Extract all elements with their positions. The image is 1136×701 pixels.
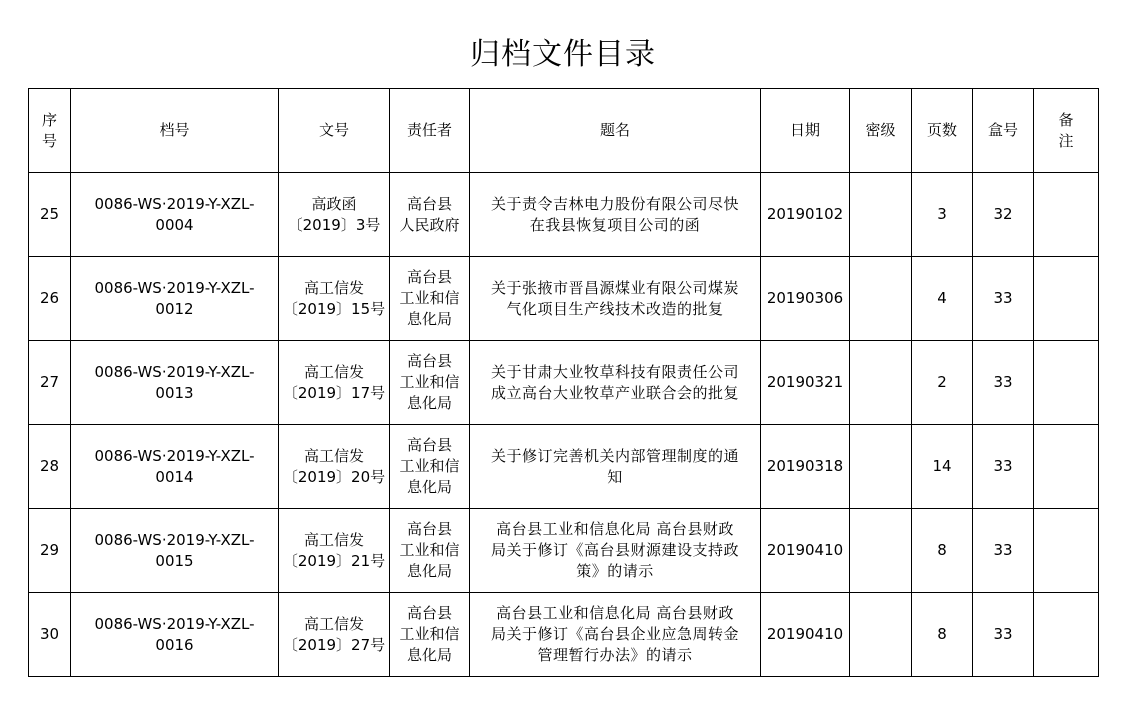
cell-date: 20190410 (761, 593, 850, 677)
cell-secrecy (850, 341, 912, 425)
cell-archive-no: 0086-WS·2019-Y-XZL- 0004 (71, 173, 279, 257)
header-responsible: 责任者 (390, 89, 470, 173)
archive-catalog-table (28, 88, 1099, 677)
cell-doc-no: 高工信发 〔2019〕27号 (279, 593, 390, 677)
cell-doc-title: 关于张掖市晋昌源煤业有限公司煤炭 气化项目生产线技术改造的批复 (470, 257, 761, 341)
cell-doc-title: 关于修订完善机关内部管理制度的通 知 (470, 425, 761, 509)
cell-date: 20190306 (761, 257, 850, 341)
cell-remarks (1034, 425, 1099, 509)
cell-box-no: 33 (973, 257, 1034, 341)
cell-pages: 3 (912, 173, 973, 257)
header-doc-no: 文号 (279, 89, 390, 173)
cell-box-no: 33 (973, 593, 1034, 677)
cell-seq: 29 (29, 509, 71, 593)
header-seq: 序 号 (29, 89, 71, 173)
cell-date: 20190321 (761, 341, 850, 425)
cell-remarks (1034, 341, 1099, 425)
cell-seq: 28 (29, 425, 71, 509)
cell-seq: 26 (29, 257, 71, 341)
cell-pages: 4 (912, 257, 973, 341)
cell-doc-title: 高台县工业和信息化局 高台县财政 局关于修订《高台县企业应急周转金 管理暂行办法》的请示 (470, 593, 761, 677)
table-header-row (29, 89, 1099, 173)
cell-secrecy (850, 425, 912, 509)
table-row (29, 425, 1099, 509)
cell-secrecy (850, 257, 912, 341)
table-row (29, 257, 1099, 341)
cell-doc-title: 关于甘肃大业牧草科技有限责任公司 成立高台大业牧草产业联合会的批复 (470, 341, 761, 425)
cell-secrecy (850, 509, 912, 593)
cell-date: 20190410 (761, 509, 850, 593)
page-title: 归档文件目录 (470, 37, 656, 72)
cell-responsible: 高台县 工业和信 息化局 (390, 509, 470, 593)
cell-responsible: 高台县 工业和信 息化局 (390, 257, 470, 341)
header-secrecy: 密级 (850, 89, 912, 173)
table-row (29, 341, 1099, 425)
cell-secrecy (850, 593, 912, 677)
cell-secrecy (850, 173, 912, 257)
cell-pages: 8 (912, 509, 973, 593)
cell-archive-no: 0086-WS·2019-Y-XZL- 0015 (71, 509, 279, 593)
cell-remarks (1034, 509, 1099, 593)
cell-doc-no: 高政函 〔2019〕3号 (279, 173, 390, 257)
cell-box-no: 33 (973, 425, 1034, 509)
header-archive-no: 档号 (71, 89, 279, 173)
cell-doc-title: 关于责令吉林电力股份有限公司尽快 在我县恢复项目公司的函 (470, 173, 761, 257)
cell-date: 20190102 (761, 173, 850, 257)
cell-doc-title: 高台县工业和信息化局 高台县财政 局关于修订《高台县财源建设支持政 策》的请示 (470, 509, 761, 593)
cell-responsible: 高台县 工业和信 息化局 (390, 593, 470, 677)
cell-seq: 30 (29, 593, 71, 677)
cell-box-no: 33 (973, 341, 1034, 425)
header-remarks: 备 注 (1034, 89, 1099, 173)
cell-remarks (1034, 257, 1099, 341)
header-date: 日期 (761, 89, 850, 173)
cell-pages: 14 (912, 425, 973, 509)
cell-archive-no: 0086-WS·2019-Y-XZL- 0016 (71, 593, 279, 677)
table-row (29, 593, 1099, 677)
cell-box-no: 32 (973, 173, 1034, 257)
cell-pages: 2 (912, 341, 973, 425)
cell-archive-no: 0086-WS·2019-Y-XZL- 0012 (71, 257, 279, 341)
cell-box-no: 33 (973, 509, 1034, 593)
cell-responsible: 高台县 人民政府 (390, 173, 470, 257)
cell-responsible: 高台县 工业和信 息化局 (390, 341, 470, 425)
header-box-no: 盒号 (973, 89, 1034, 173)
cell-remarks (1034, 173, 1099, 257)
cell-remarks (1034, 593, 1099, 677)
cell-doc-no: 高工信发 〔2019〕17号 (279, 341, 390, 425)
header-pages: 页数 (912, 89, 973, 173)
cell-date: 20190318 (761, 425, 850, 509)
cell-archive-no: 0086-WS·2019-Y-XZL- 0014 (71, 425, 279, 509)
cell-seq: 25 (29, 173, 71, 257)
cell-archive-no: 0086-WS·2019-Y-XZL- 0013 (71, 341, 279, 425)
cell-responsible: 高台县 工业和信 息化局 (390, 425, 470, 509)
cell-pages: 8 (912, 593, 973, 677)
cell-doc-no: 高工信发 〔2019〕20号 (279, 425, 390, 509)
table-row (29, 173, 1099, 257)
header-doc-title: 题名 (470, 89, 761, 173)
cell-seq: 27 (29, 341, 71, 425)
table-row (29, 509, 1099, 593)
cell-doc-no: 高工信发 〔2019〕15号 (279, 257, 390, 341)
cell-doc-no: 高工信发 〔2019〕21号 (279, 509, 390, 593)
